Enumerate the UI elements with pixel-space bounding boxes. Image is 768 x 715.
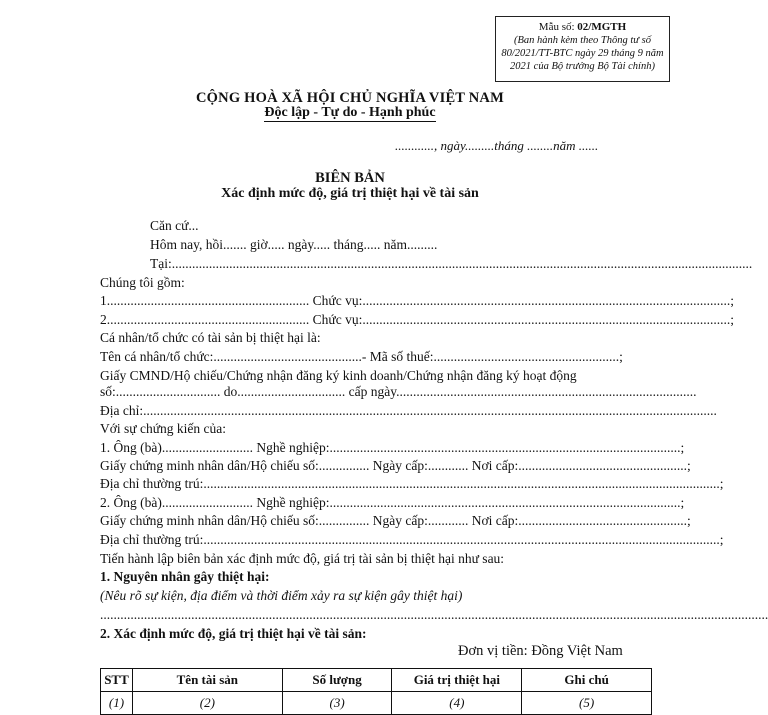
witness-1-address-line: Địa chỉ thường trú:.........................................................................................................................................................; [100,476,724,491]
witness-2-id-line: Giấy chứng minh nhân dân/Hộ chiếu số:............... Ngày cấp:............ Nơi cấp:..................................................; [100,513,691,528]
members-heading: Chúng tôi gồm: [100,275,185,290]
form-code-box [495,16,670,82]
date-line: ............, ngày.........tháng ........năm ...... [395,138,599,153]
witness-heading: Với sự chứng kiến của: [100,421,226,436]
table-cell: (2) [132,692,282,715]
motto-text: Độc lập - Tự do - Hạnh phúc [264,105,436,120]
form-code: 02/MGTH [577,21,627,33]
form-note-line2: 80/2021/TT-BTC ngày 29 tháng 9 năm [501,48,664,59]
member-1-line: 1............................................................ Chức vụ:.............................................................................................................; [100,293,734,308]
form-note-line1: (Ban hành kèm theo Thông tư số [514,35,651,46]
table-cell: (4) [392,692,522,715]
section-2-heading: 2. Xác định mức độ, giá trị thiệt hại về tài sản: [100,626,367,641]
table-cell: (5) [522,692,652,715]
col-damage-value-header: Giá trị thiệt hại [392,669,522,692]
col-asset-name-header: Tên tài sản [132,669,282,692]
col-quantity-header: Số lượng [282,669,392,692]
table-header-row [101,669,652,692]
damage-table [100,668,652,715]
basis-line: Căn cứ... [150,218,199,233]
witness-2-name-line: 2. Ông (bà)........................... Nghề nghiệp:........................................................................................................; [100,495,685,510]
id-document-line-1: Giấy CMND/Hộ chiếu/Chứng nhận đăng ký kinh doanh/Chứng nhận đăng ký hoạt động [100,368,577,383]
national-title: CỘNG HOÀ XÃ HỘI CHỦ NGHĨA VIỆT NAM [196,90,504,106]
proceed-line: Tiến hành lập biên bản xác định mức độ, giá trị tài sản bị thiệt hại như sau: [100,551,505,566]
document-title: BIÊN BẢN [315,170,385,186]
table-index-row [101,692,652,715]
id-document-line-2: số:............................... do................................ cấp ngày......................................................................................... [100,384,697,399]
section-1-heading: 1. Nguyên nhân gây thiệt hại: [100,569,270,584]
form-note-line3: 2021 của Bộ trưởng Bộ Tài chính) [510,61,655,72]
owner-name-line: Tên cá nhân/tổ chức:............................................- Mã số thuế:.......................................................; [100,349,623,364]
currency-unit: Đơn vị tiền: Đồng Việt Nam [458,643,623,659]
owner-heading: Cá nhân/tổ chức có tài sản bị thiệt hại là: [100,330,321,345]
col-stt-header: STT [101,669,133,692]
owner-address-line: Địa chỉ:.......................................................................................................................................................................... [100,403,717,418]
section-1-note: (Nêu rõ sự kiện, địa điểm và thời điểm xảy ra sự kiện gây thiệt hại) [100,588,463,603]
datetime-line: Hôm nay, hồi....... giờ..... ngày..... tháng..... năm......... [150,237,438,252]
location-line: Tại:............................................................................................................................................................................ [150,256,753,271]
witness-1-name-line: 1. Ông (bà)........................... Nghề nghiệp:........................................................................................................; [100,440,685,455]
member-2-line: 2............................................................ Chức vụ:.............................................................................................................; [100,312,734,327]
table-cell: (3) [282,692,392,715]
document-subtitle: Xác định mức độ, giá trị thiệt hại về tài sản [221,186,479,201]
witness-1-id-line: Giấy chứng minh nhân dân/Hộ chiếu số:............... Ngày cấp:............ Nơi cấp:..................................................; [100,458,691,473]
witness-2-address-line: Địa chỉ thường trú:.........................................................................................................................................................; [100,532,724,547]
form-code-prefix: Mẫu số: [538,21,578,33]
table-cell: (1) [101,692,133,715]
col-note-header: Ghi chú [522,669,652,692]
national-motto [0,105,700,121]
section-1-blank-line: ...................................................................................................................................................................................................... [100,607,768,622]
